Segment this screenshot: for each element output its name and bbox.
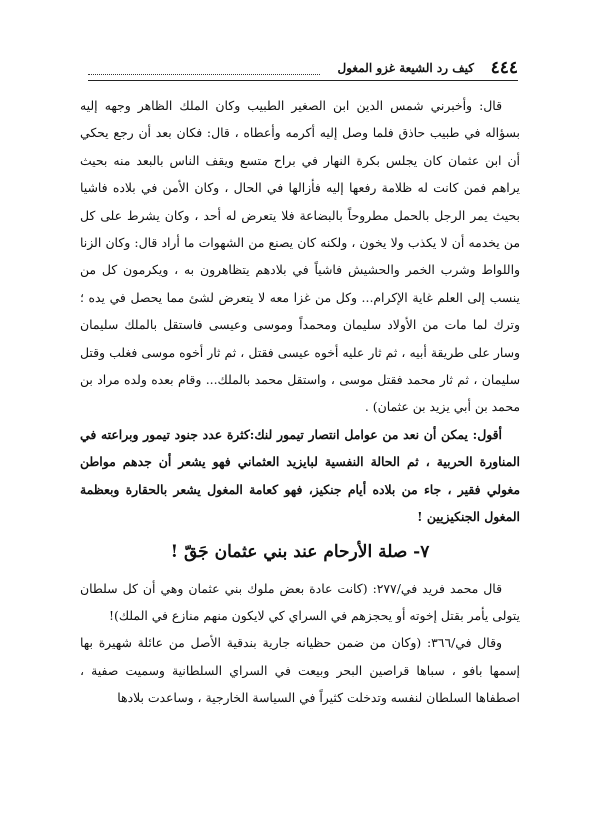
header-dotted-leader xyxy=(88,74,320,75)
page-body xyxy=(80,92,520,712)
quote-text-2: وقال في/٣٦٦: (وكان من ضمن حظيانه جارية بندقية الأصل من عائلة شهيرة بها إسمها بافو ، سباها قراصين البحر وبيعت في السراي السلطانية وسميت صفية ، اصطفاها السلطان لنفسه وتدخلت كثيراً في السياسة الخارجية ، وساعدت بلادها xyxy=(80,635,520,706)
quote-paragraph-2 xyxy=(80,629,520,711)
page-number: ٤٤٤ xyxy=(490,58,518,78)
quote-text-1: قال محمد فريد في/٢٧٧: (كانت عادة بعض ملوك بني عثمان وهي أن كل سلطان يتولى يأمر بقتل إخوته أو يحجزهم في السراي كي لايكون منهم منازع في الملك)! xyxy=(80,580,520,623)
narration-text: قال: وأخبرني شمس الدين ابن الصغير الطبيب وكان الملك الظاهر وجهه إليه بسؤاله في طبيب حاذق فلما وصل إليه أكرمه وأعطاه ، قال: فكان بعد أن رجع يحكي أن ابن عثمان كان يجلس بكرة النهار في براح متسع ويقف الناس بالبعد منه بحيث يراهم فمن كانت له ظلامة رفعها إليه فأزالها في الحال ، وكان الأمن في بلاده فاشيا بحيث يمر الرجل بالحمل مطروحاً بالبضاعة فلا يتعرض له أحد ، وكان يشرط على كل من يخدمه أن لا يكذب ولا يخون ، ولكنه كان يصنع من الشهوات ما أراد قال: وكان الزنا واللواط وشرب الخمر والحشيش فاشياً في بلادهم يتظاهرون به ، ويكرمون كل من ينسب إلى العلم غاية الإكرام... وكل من غزا معه لا يتعرض لشئ مما يحصل في يده ؛ وترك لما مات من الأولاد سليمان ومحمداً وموسى وعيسى فاستقل بالملك سليمان وسار على طريقة أبيه ، ثم ثار عليه أخوه عيسى فقتل ، ثم ثار أخوه موسى فغلب وقتل سليمان ، ثم ثار محمد فقتل موسى ، واستقل محمد بالملك... وقام بعده ولده مراد بن محمد بن أبي يزيد بن عثمان) . xyxy=(80,98,520,415)
author-comment-text: أقول: يمكن أن نعد من عوامل انتصار تيمور لنك:كثرة عدد جنود تيمور وبراعته في المناورة الحربية ، ثم الحالة النفسية لبايزيد العثماني فهو يشعر أن جدهم مواطن مغولي فقير ، جاء من بلاده أيام جنكيز، فهو كعامة المغول يشعر بالحقارة وبعظمة المغول الجنكيزيين ! xyxy=(80,426,520,525)
quote-paragraph-1 xyxy=(80,575,520,630)
running-header xyxy=(88,58,518,81)
author-comment-paragraph xyxy=(80,421,520,531)
narration-paragraph xyxy=(80,92,520,421)
section-heading: ٧- صلة الأرحام عند بني عثمان جَقّ ! xyxy=(170,541,430,562)
running-title: كيف رد الشيعة غزو المغول xyxy=(337,61,474,75)
